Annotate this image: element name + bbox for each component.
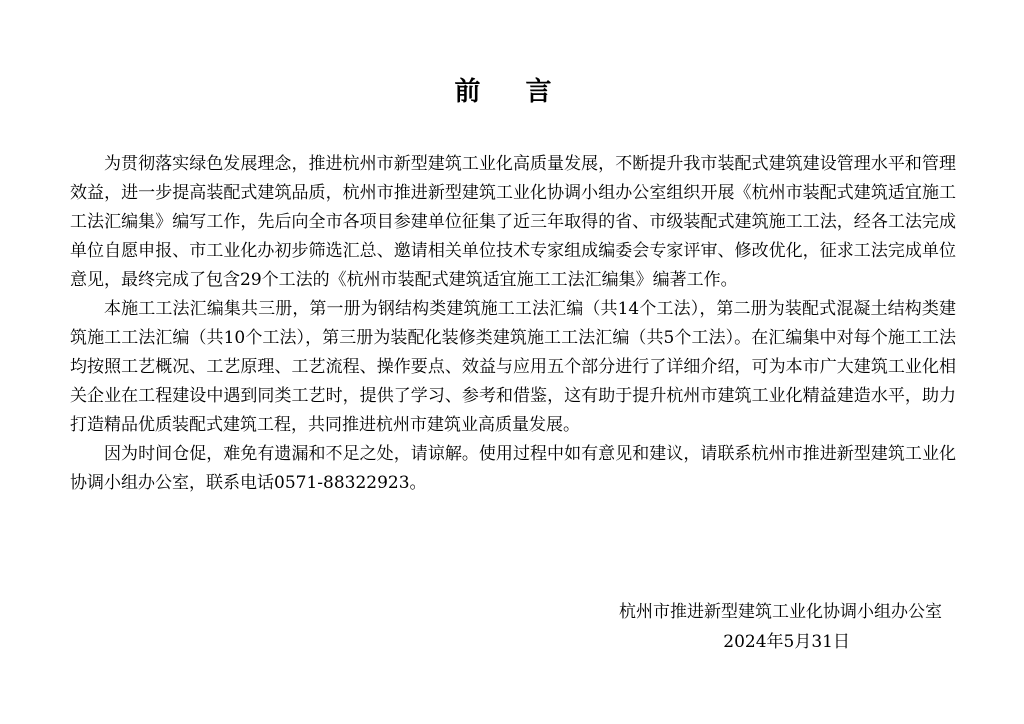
signature-date: 2024年5月31日 bbox=[723, 632, 850, 652]
page-title: 前 言 bbox=[454, 77, 570, 107]
signature-block bbox=[619, 597, 942, 657]
paragraph-1: 为贯彻落实绿色发展理念，推进杭州市新型建筑工业化高质量发展，不断提升我市装配式建筑建设管理水平和管理效益，进一步提高装配式建筑品质，杭州市推进新型建筑工业化协调小组办公室组织开展《杭州市装配式建筑适宜施工工法汇编集》编写工作，先后向全市各项目参建单位征集了近三年取得的省、市级装配式建筑施工工法，经各工法完成单位自愿申报、市工业化办初步筛选汇总、邀请相关单位技术专家组成编委会专家评审、修改优化，征求工法完成单位意见，最终完成了包含29个工法的《杭州市装配式建筑适宜施工工法汇编集》编著工作。 bbox=[70, 154, 956, 290]
paragraph-2: 本施工工法汇编集共三册，第一册为钢结构类建筑施工工法汇编（共14个工法），第二册为装配式混凝土结构类建筑施工工法汇编（共10个工法），第三册为装配化装修类建筑施工工法汇编（共5个工法）。在汇编集中对每个施工工法均按照工艺概况、工艺原理、工艺流程、操作要点、效益与应用五个部分进行了详细介绍，可为本市广大建筑工业化相关企业在工程建设中遇到同类工艺时，提供了学习、参考和借鉴，这有助于提升杭州市建筑工业化精益建造水平，助力打造精品优质装配式建筑工程，共同推进杭州市建筑业高质量发展。 bbox=[70, 299, 956, 435]
paragraph-3: 因为时间仓促，难免有遗漏和不足之处，请谅解。使用过程中如有意见和建议，请联系杭州市推进新型建筑工业化协调小组办公室，联系电话0571-88322923。 bbox=[70, 444, 956, 493]
preface-body bbox=[70, 150, 956, 498]
signature-organization: 杭州市推进新型建筑工业化协调小组办公室 bbox=[619, 602, 942, 622]
